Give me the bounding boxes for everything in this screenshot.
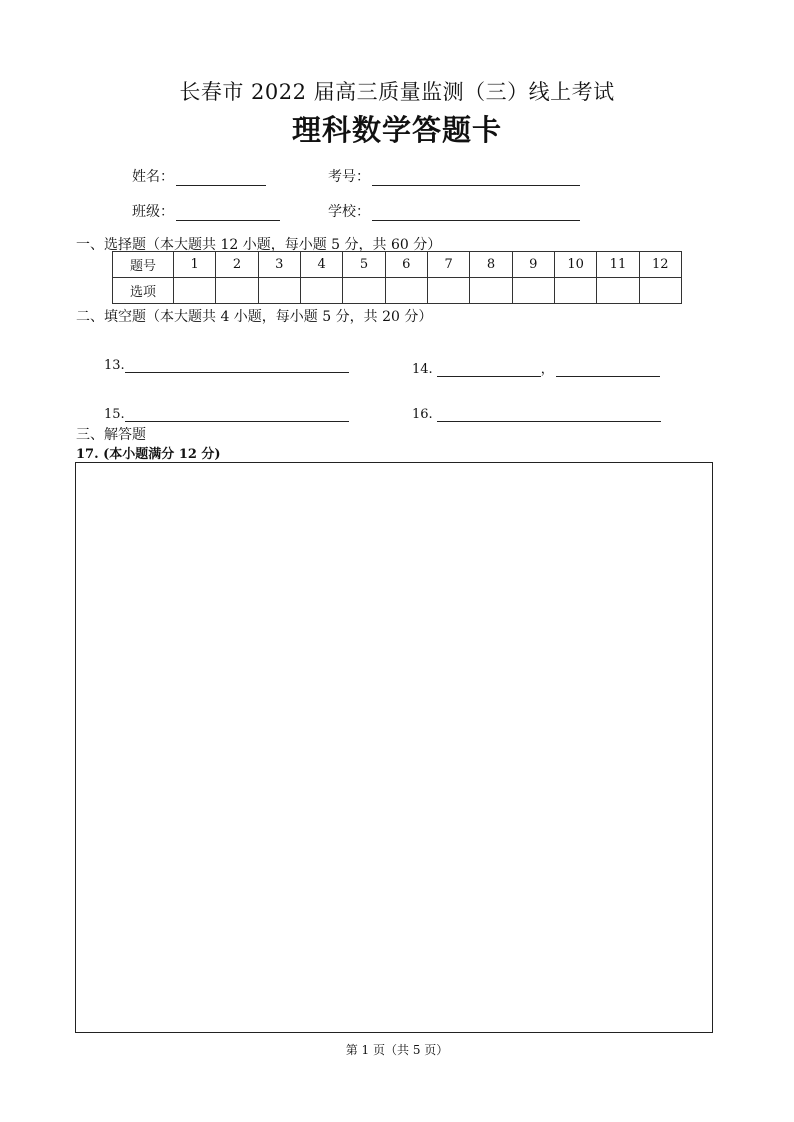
answer-cell-5[interactable] [343,278,385,304]
section-1-heading: 一、选择题（本大题共 12 小题，每小题 5 分，共 60 分） [76,237,442,253]
question-17-heading: 17. (本小题满分 12 分) [76,447,221,462]
question-number: 7 [427,252,469,278]
class-blank[interactable] [176,206,280,221]
answer-blank-16[interactable] [437,408,661,422]
answer-header: 选项 [113,278,174,304]
answer-row [113,278,682,304]
fill-question-14[interactable] [412,358,660,377]
page-number: 第 1 页（共 5 页） [345,1043,449,1057]
section-2-heading: 二、填空题（本大题共 4 小题，每小题 5 分，共 20 分） [76,309,433,325]
school-field[interactable] [328,201,580,221]
fill-question-15[interactable] [104,407,349,422]
question-number: 8 [470,252,512,278]
answer-cell-10[interactable] [554,278,596,304]
question-number: 9 [512,252,554,278]
answer-cell-4[interactable] [300,278,342,304]
answer-cell-9[interactable] [512,278,554,304]
fill-question-13[interactable] [104,358,349,373]
school-blank[interactable] [372,206,580,221]
question-14-number: 14. [412,362,433,377]
answer-sheet-title: 理科数学答题卡 [291,113,502,147]
question-number: 11 [597,252,639,278]
question-number: 12 [639,252,681,278]
question-number: 10 [554,252,596,278]
answer-cell-8[interactable] [470,278,512,304]
answer-cell-1[interactable] [174,278,216,304]
question-17-answer-box[interactable] [75,462,713,1033]
name-blank[interactable] [176,171,266,186]
exam-number-blank[interactable] [372,171,580,186]
answer-blank-14a[interactable] [437,363,541,377]
question-number: 1 [174,252,216,278]
question-number: 5 [343,252,385,278]
answer-cell-3[interactable] [258,278,300,304]
question-number: 4 [300,252,342,278]
class-label: 班级： [132,204,174,220]
question-number-header: 题号 [113,252,174,278]
comma-separator: ， [540,362,554,377]
question-number: 2 [216,252,258,278]
school-label: 学校： [328,204,370,220]
multiple-choice-table [112,251,682,304]
question-number-row [113,252,682,278]
answer-cell-11[interactable] [597,278,639,304]
answer-cell-2[interactable] [216,278,258,304]
answer-blank-14b[interactable] [556,363,660,377]
section-3-heading: 三、解答题 [76,427,146,443]
answer-blank-13[interactable] [125,359,349,373]
exam-number-field[interactable] [328,166,580,186]
name-label: 姓名： [132,169,174,185]
question-number: 6 [385,252,427,278]
question-13-number: 13. [104,358,125,373]
name-field[interactable] [132,166,266,186]
fill-question-16[interactable] [412,407,661,422]
question-16-number: 16. [412,407,433,422]
question-number: 3 [258,252,300,278]
answer-blank-15[interactable] [125,408,349,422]
answer-cell-12[interactable] [639,278,681,304]
answer-cell-6[interactable] [385,278,427,304]
class-field[interactable] [132,201,280,221]
exam-number-label: 考号： [328,169,370,185]
exam-title: 长春市 2022 届高三质量监测（三）线上考试 [179,80,615,104]
question-15-number: 15. [104,407,125,422]
answer-cell-7[interactable] [427,278,469,304]
